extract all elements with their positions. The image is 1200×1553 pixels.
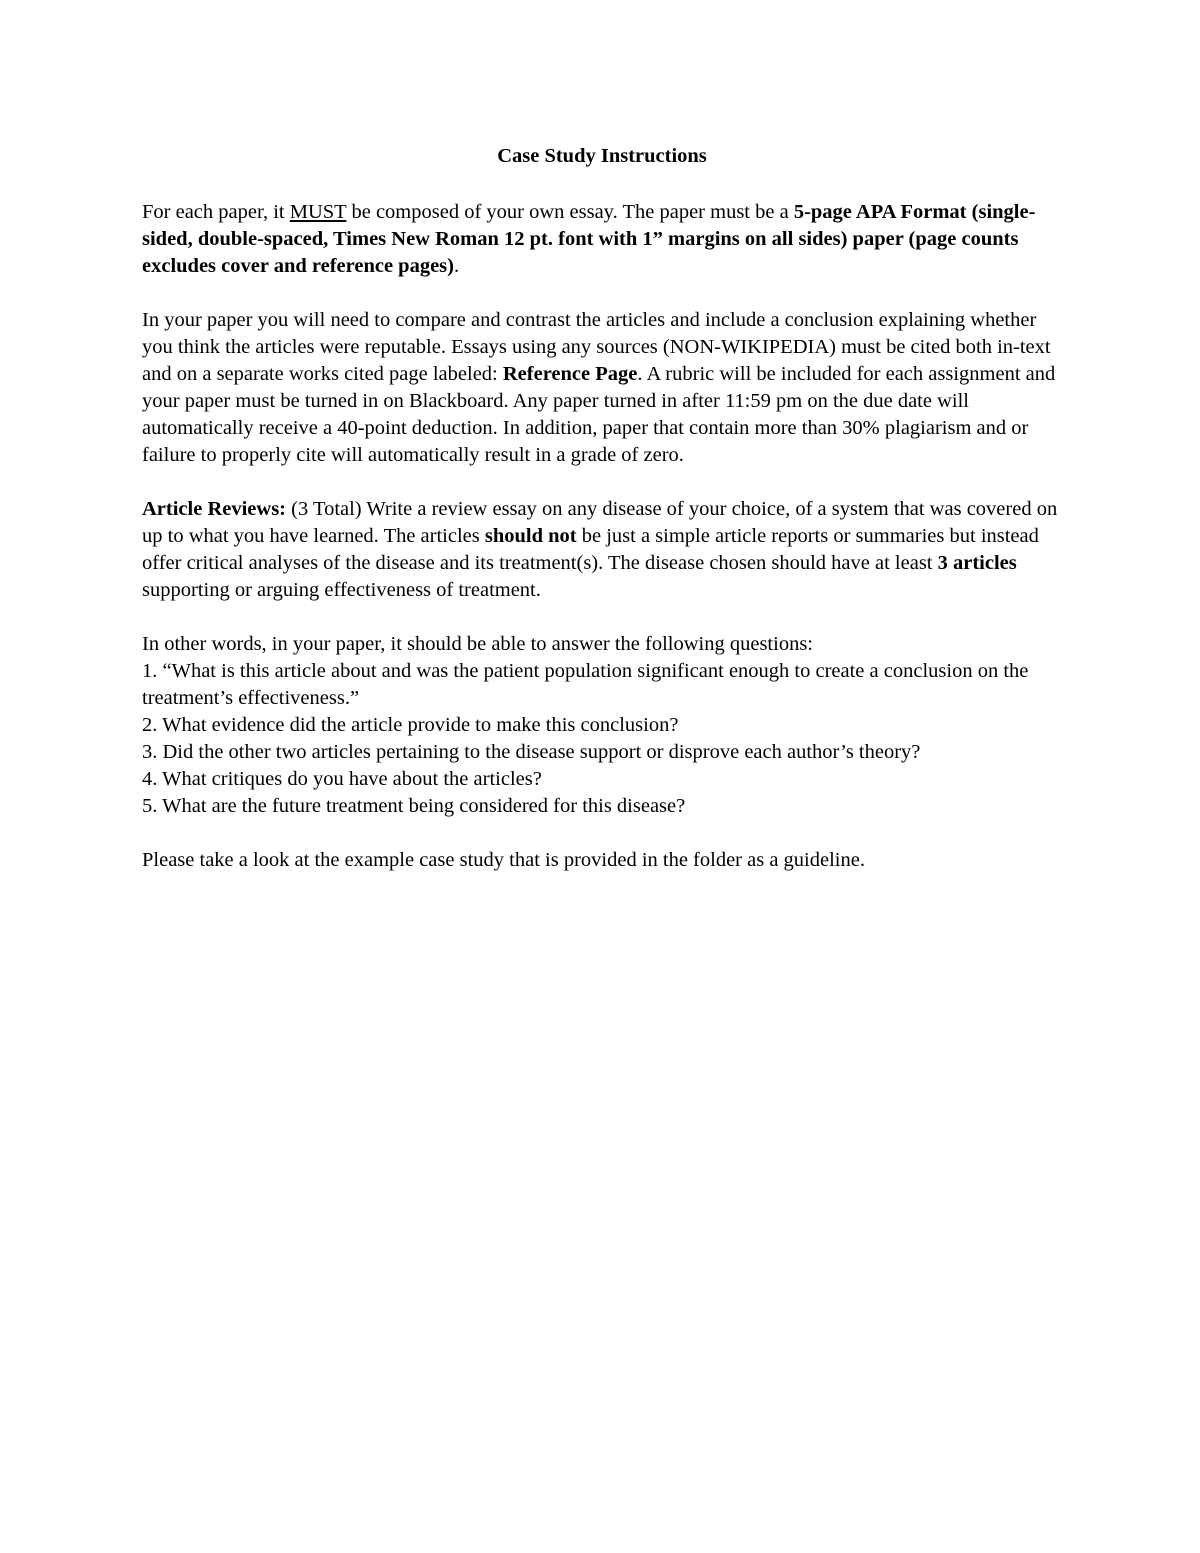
- reference-page-emphasis: Reference Page: [502, 363, 638, 385]
- closing-note: Please take a look at the example case study that is provided in the folder as a guideline.: [142, 849, 865, 871]
- question-item-3: 3. Did the other two articles pertaining to the disease support or disprove each author’s theory?: [142, 741, 921, 763]
- p2-text-1: In your paper you will need to compare and contrast the articles and include a conclusion explaining whether you think the articles were reputable. Essays using any sources (NON-WIKIPEDIA) must be cited both in-text and on a separate works cited page labeled:: [142, 309, 1051, 385]
- should-not-emphasis: should not: [484, 525, 577, 547]
- p1-text-1: For each paper, it: [142, 201, 290, 223]
- three-articles-emphasis: 3 articles: [937, 552, 1017, 574]
- document-title: Case Study Instructions: [497, 145, 707, 167]
- paragraph-article-reviews: [142, 496, 1062, 604]
- document-body: [142, 140, 1062, 901]
- p3-text-2: be just a simple article reports or summaries but instead offer critical analyses of the disease and its treatment(s). The disease chosen should have at least: [142, 525, 1039, 574]
- p3-text-1: (3 Total) Write a review essay on any disease of your choice, of a system that was covered on up to what you have learned. The articles: [142, 498, 1058, 547]
- question-item-1: 1. “What is this article about and was the patient population significant enough to create a conclusion on the treatment’s effectiveness.”: [142, 660, 1029, 709]
- questions-block: [142, 631, 1062, 820]
- p2-text-2: . A rubric will be included for each assignment and your paper must be turned in on Blackboard. Any paper turned in after 11:59 pm on the due date will automatically receive a 40-point deduction. In addition, paper that contain more than 30% plagiarism and or failure to properly cite will automatically result in a grade of zero.: [142, 363, 1056, 466]
- questions-intro: In other words, in your paper, it should be able to answer the following questions:: [142, 633, 813, 655]
- must-emphasis: MUST: [289, 201, 347, 223]
- question-item-5: 5. What are the future treatment being considered for this disease?: [142, 795, 686, 817]
- question-item-4: 4. What critiques do you have about the articles?: [142, 768, 542, 790]
- apa-format-requirement: 5-page APA Format (single-sided, double-spaced, Times New Roman 12 pt. font with 1” margins on all sides) paper (page counts excludes cover and reference pages): [142, 201, 1036, 277]
- p3-text-3: supporting or arguing effectiveness of treatment.: [142, 579, 541, 601]
- question-item-2: 2. What evidence did the article provide to make this conclusion?: [142, 714, 679, 736]
- paragraph-format-requirements: [142, 199, 1062, 280]
- p1-text-3: .: [453, 255, 460, 277]
- p1-text-2: be composed of your own essay. The paper must be a: [346, 201, 794, 223]
- paragraph-content-requirements: [142, 307, 1062, 469]
- article-reviews-heading: Article Reviews:: [142, 498, 287, 520]
